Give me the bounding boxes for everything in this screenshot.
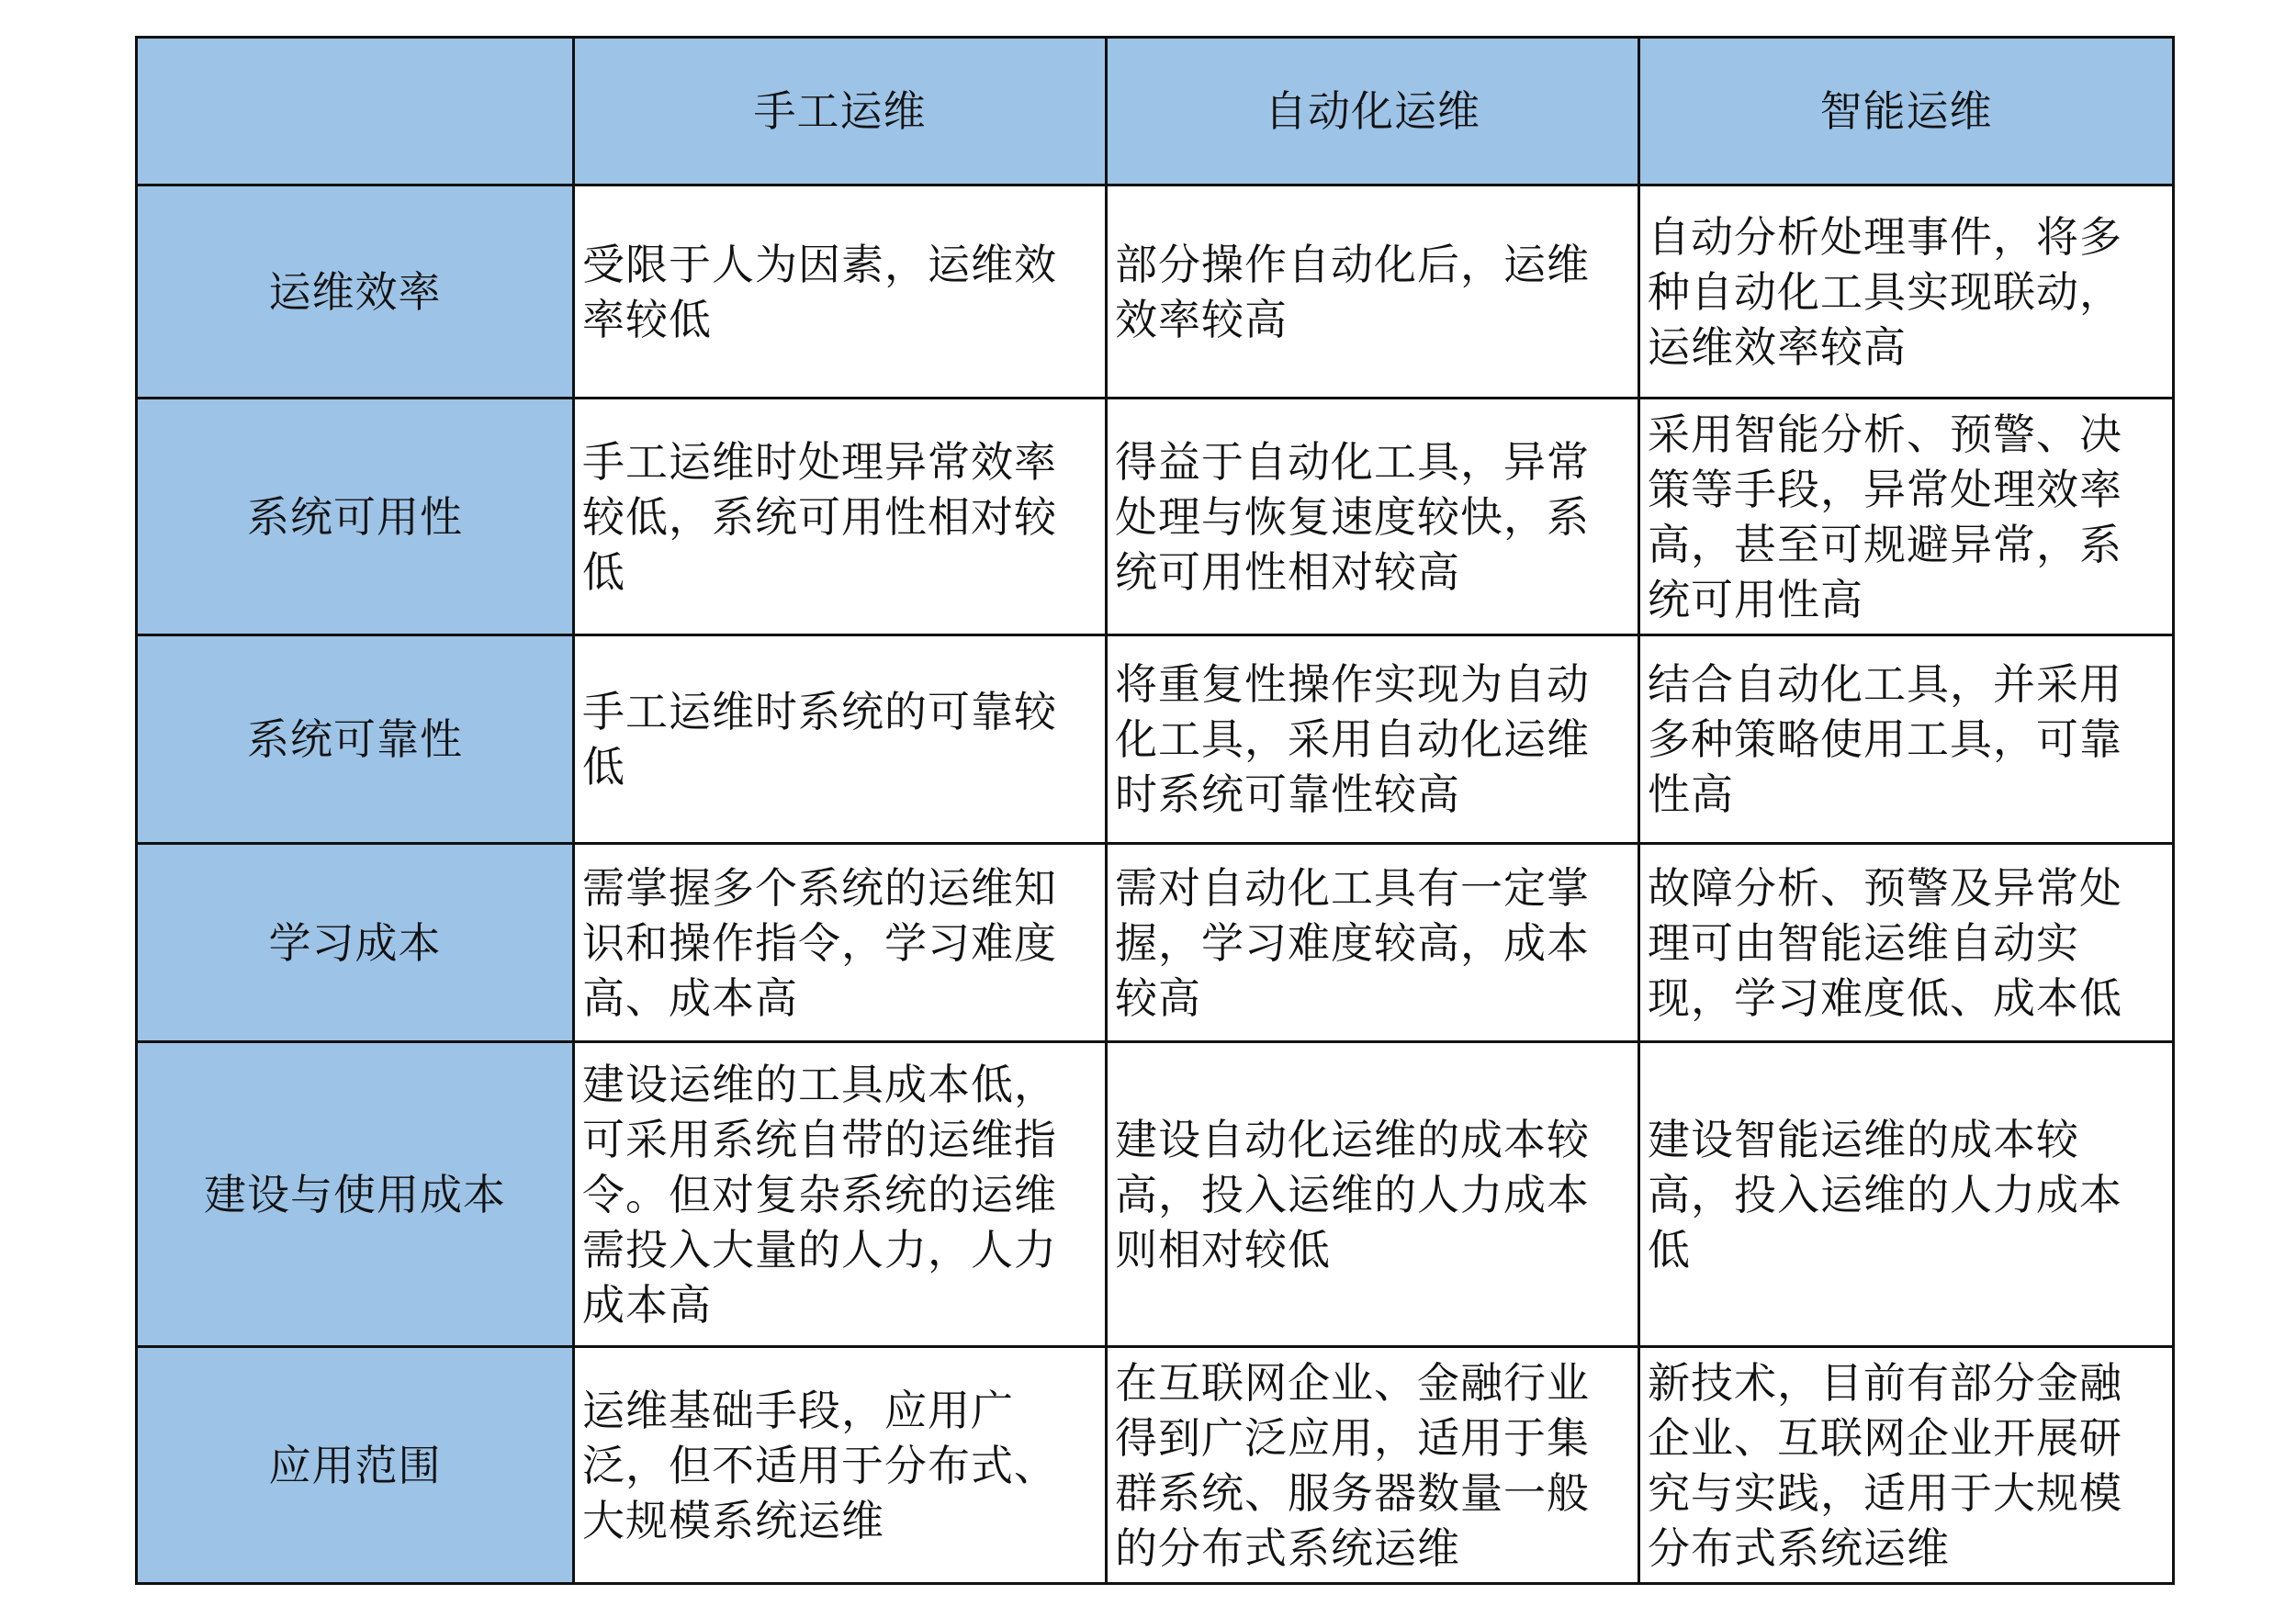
table-row-build-and-usage-cost xyxy=(137,1042,2174,1347)
header-corner-cell xyxy=(137,38,574,185)
cell-automated: 在互联网企业、金融行业得到广泛应用，适用于集群系统、服务器数量一般的分布式系统运维 xyxy=(1107,1347,1639,1584)
row-label: 运维效率 xyxy=(137,185,574,399)
row-label: 学习成本 xyxy=(137,844,574,1042)
cell-manual: 需掌握多个系统的运维知识和操作指令，学习难度高、成本高 xyxy=(574,844,1107,1042)
table-row-application-scope xyxy=(137,1347,2174,1584)
header-automated-ops: 自动化运维 xyxy=(1107,38,1639,185)
table-row-learning-cost xyxy=(137,844,2174,1042)
row-label: 系统可靠性 xyxy=(137,635,574,844)
cell-automated: 将重复性操作实现为自动化工具，采用自动化运维时系统可靠性较高 xyxy=(1107,635,1639,844)
cell-automated: 建设自动化运维的成本较高，投入运维的人力成本则相对较低 xyxy=(1107,1042,1639,1347)
row-label: 建设与使用成本 xyxy=(137,1042,574,1347)
cell-automated: 得益于自动化工具，异常处理与恢复速度较快，系统可用性相对较高 xyxy=(1107,399,1639,635)
cell-manual: 手工运维时处理异常效率较低，系统可用性相对较低 xyxy=(574,399,1107,635)
ops-comparison-table xyxy=(135,36,2175,1585)
table-row-ops-efficiency xyxy=(137,185,2174,399)
cell-intelligent: 建设智能运维的成本较高，投入运维的人力成本低 xyxy=(1639,1042,2174,1347)
cell-intelligent: 故障分析、预警及异常处理可由智能运维自动实现，学习难度低、成本低 xyxy=(1639,844,2174,1042)
row-label: 系统可用性 xyxy=(137,399,574,635)
table-row-system-availability xyxy=(137,399,2174,635)
cell-manual: 运维基础手段，应用广泛，但不适用于分布式、大规模系统运维 xyxy=(574,1347,1107,1584)
table-row-system-reliability xyxy=(137,635,2174,844)
cell-automated: 需对自动化工具有一定掌握，学习难度较高，成本较高 xyxy=(1107,844,1639,1042)
header-intelligent-ops: 智能运维 xyxy=(1639,38,2174,185)
row-label: 应用范围 xyxy=(137,1347,574,1584)
cell-intelligent: 自动分析处理事件，将多种自动化工具实现联动，运维效率较高 xyxy=(1639,185,2174,399)
cell-manual: 手工运维时系统的可靠较低 xyxy=(574,635,1107,844)
cell-intelligent: 新技术，目前有部分金融企业、互联网企业开展研究与实践，适用于大规模分布式系统运维 xyxy=(1639,1347,2174,1584)
cell-manual: 建设运维的工具成本低，可采用系统自带的运维指令。但对复杂系统的运维需投入大量的人力，人力成本高 xyxy=(574,1042,1107,1347)
cell-automated: 部分操作自动化后，运维效率较高 xyxy=(1107,185,1639,399)
cell-intelligent: 结合自动化工具，并采用多种策略使用工具，可靠性高 xyxy=(1639,635,2174,844)
header-row xyxy=(137,38,2174,185)
cell-manual: 受限于人为因素，运维效率较低 xyxy=(574,185,1107,399)
comparison-sheet xyxy=(135,36,2172,1582)
header-manual-ops: 手工运维 xyxy=(574,38,1107,185)
cell-intelligent: 采用智能分析、预警、决策等手段，异常处理效率高，甚至可规避异常，系统可用性高 xyxy=(1639,399,2174,635)
